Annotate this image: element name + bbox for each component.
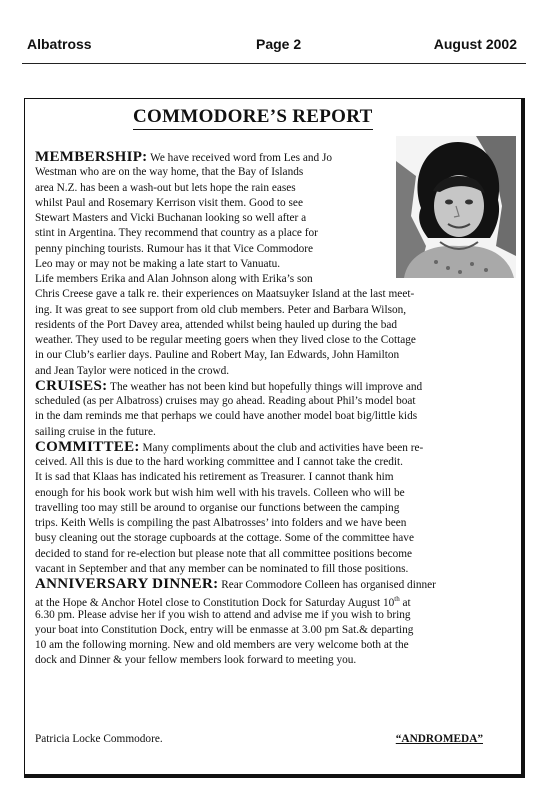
line-text: busy cleaning out the storage cupboards at the cottage. Some of the committee have [35,532,414,545]
section-first-line [35,150,520,165]
text-line [35,272,520,287]
text-line [35,211,520,226]
line-text: enough for his book work but wish him well with his travels. Colleen who will be [35,486,405,499]
section-heading: ANNIVERSARY DINNER: [35,577,219,592]
line-text: vacant in September and that any member can be nominated to fill those positions. [35,562,409,575]
text-line [35,226,520,241]
line-text: area N.Z. has been a wash-out but lets hope the rain eases [35,181,296,194]
text-line [35,623,520,638]
issue-date: August 2002 [433,36,517,52]
line-text: ceived. All this is due to the hard working committee and I cannot take the credit. [35,456,403,468]
text-line [35,547,520,562]
section-heading: CRUISES: [35,378,108,394]
page-number: Page 2 [256,36,302,52]
text-line [35,303,520,318]
text-line [35,196,520,211]
line-text: your boat into Constitution Dock, entry will be enmasse at 3.00 pm Sat.& departing [35,623,414,636]
text-line [35,318,520,333]
line-text: travelling too may still be around to organise our functions between the camping [35,501,400,514]
text-line [35,608,520,623]
text-line [35,531,520,546]
text-line [35,287,520,302]
text-line [35,181,520,196]
signature: Patricia Locke Commodore. [35,733,163,745]
section-first-line [35,440,520,455]
line-text: Westman who are on the way home, that the Bay of Islands [35,166,304,179]
line-text: Stewart Masters and Vicki Buchanan looking so well after a [35,212,307,224]
line-text: Many compliments about the club and activities have been re- [139,441,424,454]
report-title: COMMODORE’S REPORT [133,106,373,130]
text-line [35,638,520,653]
boat-name: “ANDROMEDA” [395,733,483,745]
section-first-line [35,577,520,592]
text-line [35,501,520,516]
line-text: whilst Paul and Rosemary Kerrison visit them. Good to see [35,196,303,209]
line-text: trips. Keith Wells is compiling the past Albatrosses’ into folders and we have been [35,517,407,529]
line-text: We have received word from Les and Jo [147,152,333,164]
line-text: 6.30 pm. Please advise her if you wish to attend and advise me if you wish to bring [35,608,411,621]
text-line [35,562,520,577]
text-line [35,364,520,379]
line-text: decided to stand for re-election but please note that all committee positions become [35,547,413,560]
header-divider [22,63,526,64]
text-line [35,394,520,409]
line-text: penny pinching tourists. Rumour has it that Vice Commodore [35,242,314,255]
signature-row [35,732,515,747]
text-line [35,333,520,348]
line-text: stint in Argentina. They recommend that country as a place for [35,227,318,240]
text-line [35,257,520,272]
line-text: sailing cruise in the future. [35,425,156,438]
text-line [35,470,520,485]
line-text: Life members Erika and Alan Johnson along with Erika’s son [35,273,313,285]
section-heading: COMMITTEE: [35,439,140,455]
line-text: weather. They used to be regular meeting goers when they lived close to the Cottage [35,334,416,346]
text-line [35,242,520,257]
line-text: ing. It was great to see support from old club members. Peter and Barbara Wilson, [35,303,407,316]
text-line [35,516,520,531]
line-text: Leo may or may not be making a late start to Vanuatu. [35,257,281,270]
line-text: 10 am the following morning. New and old members are very welcome both at the [35,639,409,651]
text-line [35,455,520,470]
ordinal-suffix: th [394,595,400,604]
line-text: at the Hope & Anchor Hotel close to Constitution Dock for Saturday August 10 [35,597,395,608]
text-line [35,486,520,501]
line-text: The weather has not been kind but hopefully things will improve and [107,380,423,393]
line-text: in the dam reminds me that perhaps we could have another model boat big/little kids [35,410,418,423]
text-line [35,348,520,363]
text-line [35,425,520,440]
text-line [35,165,520,180]
section-heading: MEMBERSHIP: [35,150,148,165]
text-line [35,592,520,607]
line-text: Chris Creese gave a talk re. their experiences on Maatsuyker Island at the last meet- [35,288,415,301]
line-text: scheduled (as per Albatross) cruises may go ahead. Reading about Phil’s model boat [35,395,416,407]
page-header [22,36,531,60]
line-text: dock and Dinner & your fellow members look forward to meeting you. [35,654,357,667]
line-text-tail: at [399,597,411,608]
line-text: in our Club’s earlier days. Pauline and Robert May, Ian Edwards, John Hamilton [35,349,400,362]
newsletter-title: Albatross [27,36,92,52]
text-line [35,653,520,668]
line-text: Rear Commodore Colleen has organised dinner [218,579,436,591]
section-first-line [35,379,520,394]
line-text: residents of the Port Davey area, attended whilst being hauled up during the bad [35,318,398,331]
text-line [35,409,520,424]
line-text: and Jean Taylor were noticed in the crowd. [35,364,230,377]
line-text: It is sad that Klaas has indicated his retirement as Treasurer. I cannot thank him [35,471,394,484]
report-body [35,150,520,669]
